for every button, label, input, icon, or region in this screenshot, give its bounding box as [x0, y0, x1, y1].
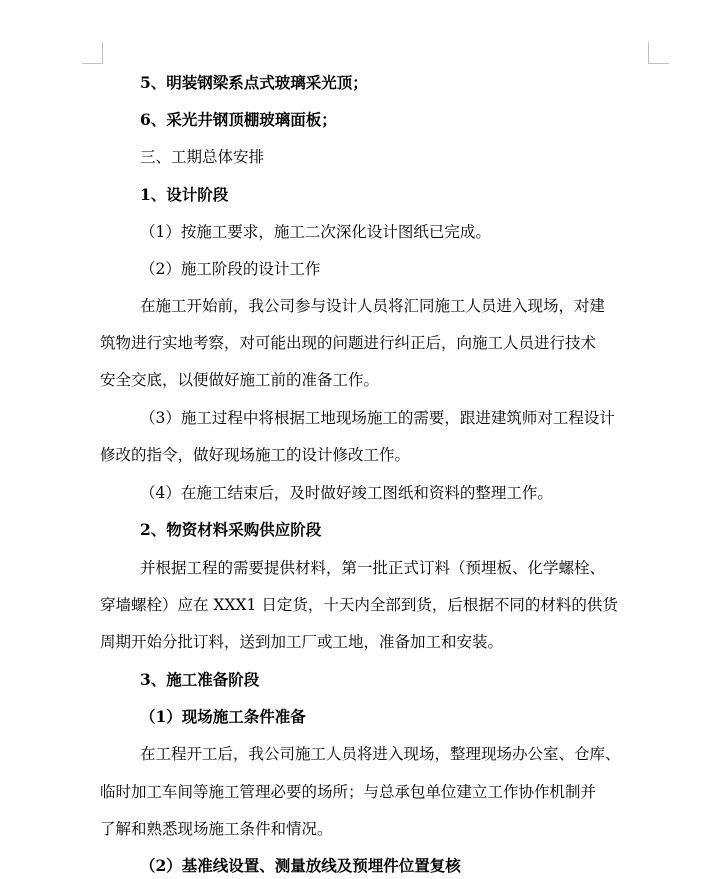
paragraph-line: 在工程开工后，我公司施工人员将进入现场，整理现场办公室、仓库、	[140, 745, 621, 763]
paragraph-line: 临时加工车间等施工管理必要的场所；与总承包单位建立工作协作机制并	[100, 783, 597, 801]
subheading-procurement-phase: 2、物资材料采购供应阶段	[140, 520, 322, 539]
subheading-site-conditions: （1）现场施工条件准备	[140, 707, 306, 726]
paragraph-line: 了解和熟悉现场施工条件和情况。	[100, 820, 333, 838]
paragraph-line: 筑物进行实地考察，对可能出现的问题进行纠正后，向施工人员进行技术	[100, 334, 597, 352]
paragraph-line: 安全交底，以便做好施工前的准备工作。	[100, 371, 380, 389]
subheading-design-phase: 1、设计阶段	[140, 185, 229, 204]
paragraph-line: 在施工开始前，我公司参与设计人员将汇同施工人员进入现场，对建	[140, 297, 606, 315]
subheading-baseline-setup: （2）基准线设置、测量放线及预埋件位置复核	[140, 856, 461, 875]
paragraph-line: 穿墙螺栓）应在 XXX1 日定货，十天内全部到货，后根据不同的材料的供货	[100, 596, 618, 614]
paragraph-line: 修改的指令，做好现场施工的设计修改工作。	[100, 446, 411, 464]
heading-item-5: 5、明装钢梁系点式玻璃采光顶；	[140, 73, 368, 92]
paragraph-line: （4）在施工结束后，及时做好竣工图纸和资料的整理工作。	[140, 484, 553, 502]
paragraph-line: （2）施工阶段的设计工作	[140, 260, 321, 278]
paragraph-line: 并根据工程的需要提供材料，第一批正式订料（预埋板、化学螺栓、	[140, 559, 606, 577]
paragraph-line: 周期开始分批订料，送到加工厂或工地，准备加工和安装。	[100, 633, 504, 651]
heading-item-6: 6、采光井钢顶棚玻璃面板；	[140, 110, 337, 129]
subheading-preparation-phase: 3、施工准备阶段	[140, 670, 260, 689]
paragraph-line: （1）按施工要求，施工二次深化设计图纸已完成。	[140, 223, 491, 241]
paragraph-line: （3）施工过程中将根据工地现场施工的需要，跟进建筑师对工程设计	[140, 409, 615, 427]
section-heading-schedule: 三、工期总体安排	[140, 148, 265, 166]
